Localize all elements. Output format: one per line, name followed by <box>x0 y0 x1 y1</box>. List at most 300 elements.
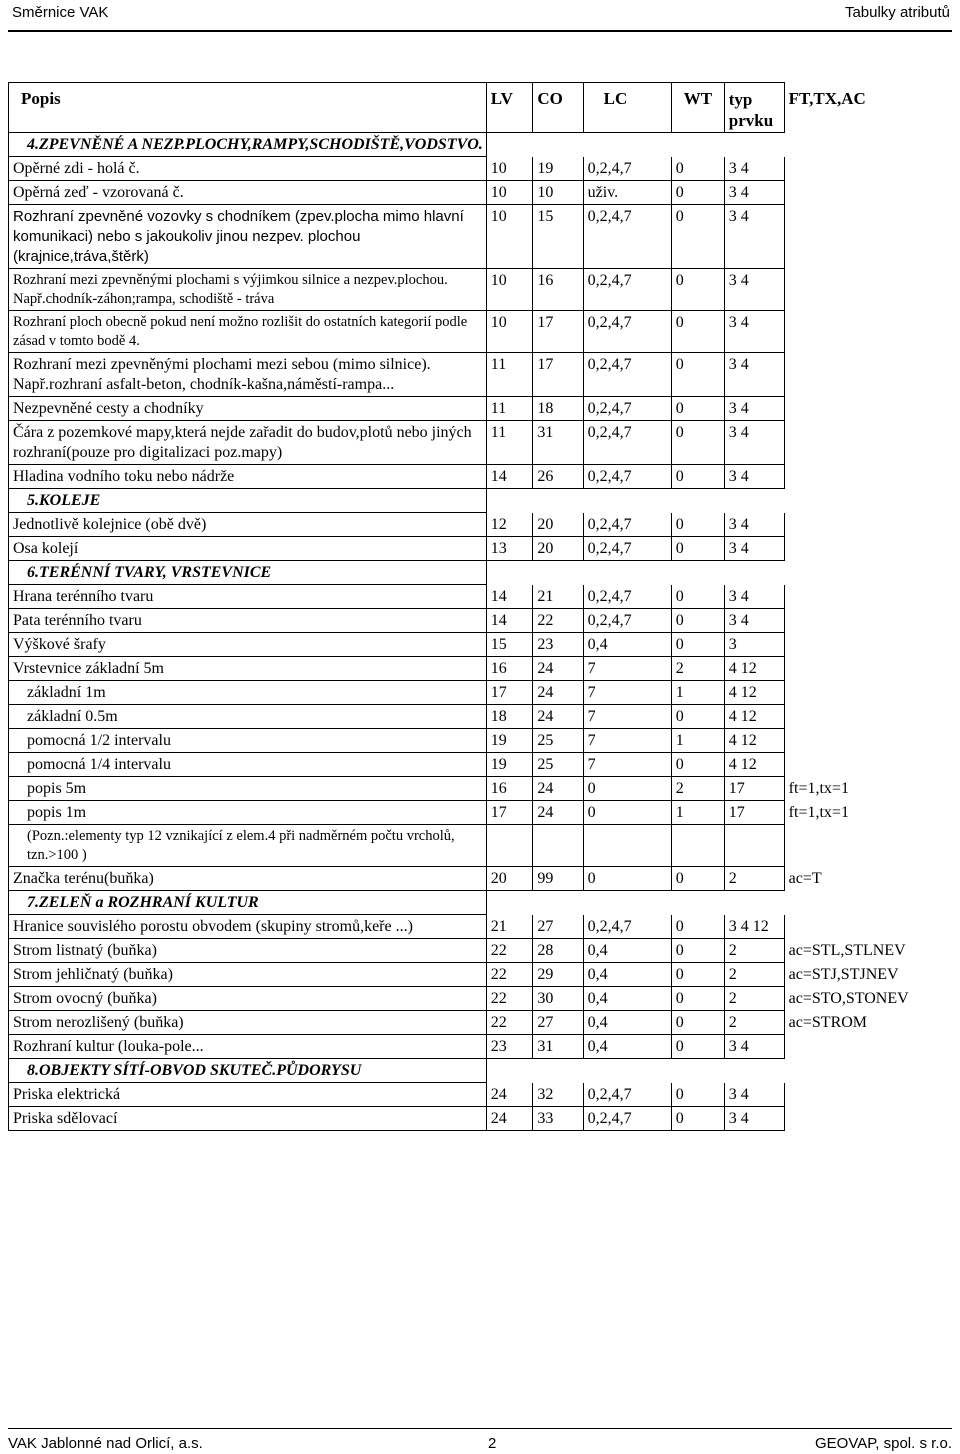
section-row <box>9 133 960 157</box>
cell-typ <box>724 825 784 867</box>
section-row <box>9 891 960 915</box>
cell-typ: 2 <box>724 867 784 891</box>
cell-desc: popis 5m <box>9 777 487 801</box>
cell-lc: uživ. <box>583 181 671 205</box>
attribute-table <box>8 82 960 1131</box>
cell-ft <box>784 181 959 205</box>
table-row <box>9 157 960 181</box>
cell-typ: 3 4 <box>724 1035 784 1059</box>
cell-lv: 18 <box>486 705 533 729</box>
cell-desc: popis 1m <box>9 801 487 825</box>
cell-typ: 4 12 <box>724 729 784 753</box>
footer-company: VAK Jablonné nad Orlicí, a.s. <box>8 1435 203 1452</box>
cell-lc: 0,4 <box>583 1011 671 1035</box>
cell-co: 17 <box>533 353 583 397</box>
cell-lc: 0,2,4,7 <box>583 421 671 465</box>
cell-lc: 0,2,4,7 <box>583 311 671 353</box>
cell-lv: 10 <box>486 181 533 205</box>
cell-typ: 4 12 <box>724 705 784 729</box>
empty-cell <box>784 1059 959 1083</box>
cell-typ: 17 <box>724 801 784 825</box>
empty-cell <box>486 891 533 915</box>
empty-cell <box>583 561 671 585</box>
cell-lv: 14 <box>486 465 533 489</box>
cell-wt: 0 <box>671 633 724 657</box>
cell-wt: 0 <box>671 987 724 1011</box>
cell-desc: Jednotlivě kolejnice (obě dvě) <box>9 513 487 537</box>
cell-lv: 22 <box>486 939 533 963</box>
empty-cell <box>583 891 671 915</box>
column-header-desc: Popis <box>9 83 487 133</box>
table-row <box>9 681 960 705</box>
cell-lv: 15 <box>486 633 533 657</box>
cell-wt: 0 <box>671 939 724 963</box>
empty-cell <box>486 489 533 513</box>
empty-cell <box>533 891 583 915</box>
cell-lc: 7 <box>583 729 671 753</box>
cell-co: 26 <box>533 465 583 489</box>
cell-lv: 19 <box>486 729 533 753</box>
cell-typ: 3 4 <box>724 269 784 311</box>
cell-ft <box>784 311 959 353</box>
cell-typ: 3 4 <box>724 513 784 537</box>
cell-lc: 0,2,4,7 <box>583 465 671 489</box>
cell-typ: 3 4 <box>724 157 784 181</box>
section-title: 8.OBJEKTY SÍTÍ-OBVOD SKUTEČ.PŮDORYSU <box>9 1059 487 1083</box>
page-header <box>8 0 952 32</box>
table-row <box>9 421 960 465</box>
cell-co: 24 <box>533 801 583 825</box>
table-row <box>9 825 960 867</box>
cell-desc: pomocná 1/4 intervalu <box>9 753 487 777</box>
cell-typ: 3 <box>724 633 784 657</box>
cell-lv: 11 <box>486 353 533 397</box>
cell-ft <box>784 825 959 867</box>
empty-cell <box>671 561 724 585</box>
table-row <box>9 801 960 825</box>
cell-ft <box>784 585 959 609</box>
cell-typ: 2 <box>724 963 784 987</box>
cell-ft <box>784 1035 959 1059</box>
section-row <box>9 561 960 585</box>
cell-wt: 0 <box>671 465 724 489</box>
cell-desc: Osa kolejí <box>9 537 487 561</box>
cell-co: 22 <box>533 609 583 633</box>
empty-cell <box>671 1059 724 1083</box>
empty-cell <box>533 489 583 513</box>
cell-co: 31 <box>533 1035 583 1059</box>
cell-wt: 0 <box>671 1011 724 1035</box>
cell-desc: Výškové šrafy <box>9 633 487 657</box>
cell-lv: 16 <box>486 777 533 801</box>
empty-cell <box>784 891 959 915</box>
cell-lv: 10 <box>486 157 533 181</box>
cell-co: 31 <box>533 421 583 465</box>
cell-lv: 14 <box>486 585 533 609</box>
cell-wt: 0 <box>671 867 724 891</box>
cell-co: 28 <box>533 939 583 963</box>
cell-wt: 1 <box>671 729 724 753</box>
empty-cell <box>724 891 784 915</box>
table-row <box>9 1035 960 1059</box>
cell-wt: 0 <box>671 963 724 987</box>
empty-cell <box>486 1059 533 1083</box>
empty-cell <box>671 489 724 513</box>
cell-wt: 1 <box>671 681 724 705</box>
column-header-ft: FT,TX,AC <box>788 88 866 108</box>
cell-co: 18 <box>533 397 583 421</box>
cell-lc: 0 <box>583 801 671 825</box>
cell-wt: 0 <box>671 1035 724 1059</box>
cell-typ: 3 4 <box>724 205 784 269</box>
cell-co: 27 <box>533 1011 583 1035</box>
empty-cell <box>583 1059 671 1083</box>
empty-cell <box>784 133 959 157</box>
cell-desc: Hrana terénního tvaru <box>9 585 487 609</box>
empty-cell <box>583 489 671 513</box>
cell-typ: 2 <box>724 939 784 963</box>
table-row <box>9 963 960 987</box>
table-row <box>9 609 960 633</box>
cell-lv: 12 <box>486 513 533 537</box>
table-row <box>9 353 960 397</box>
cell-wt: 0 <box>671 537 724 561</box>
cell-wt: 2 <box>671 657 724 681</box>
cell-lv: 23 <box>486 1035 533 1059</box>
cell-desc: Rozhraní kultur (louka-pole... <box>9 1035 487 1059</box>
cell-ft <box>784 513 959 537</box>
cell-lc: 0,2,4,7 <box>583 397 671 421</box>
table-row <box>9 585 960 609</box>
cell-typ: 3 4 <box>724 609 784 633</box>
cell-ft <box>784 753 959 777</box>
cell-co: 24 <box>533 681 583 705</box>
cell-wt <box>671 825 724 867</box>
cell-ft <box>784 205 959 269</box>
column-header-lv: LV <box>486 83 533 133</box>
cell-typ: 4 12 <box>724 753 784 777</box>
table-row <box>9 513 960 537</box>
table-row <box>9 987 960 1011</box>
cell-desc: Hladina vodního toku nebo nádrže <box>9 465 487 489</box>
cell-co: 19 <box>533 157 583 181</box>
table-row <box>9 397 960 421</box>
cell-lv: 17 <box>486 801 533 825</box>
section-title: 4.ZPEVNĚNÉ A NEZP.PLOCHY,RAMPY,SCHODIŠTĚ,VODSTVO. <box>9 133 487 157</box>
cell-co: 10 <box>533 181 583 205</box>
cell-lc: 0,2,4,7 <box>583 537 671 561</box>
table-row <box>9 729 960 753</box>
cell-co: 24 <box>533 657 583 681</box>
cell-ft <box>784 421 959 465</box>
cell-ft <box>784 657 959 681</box>
empty-cell <box>671 133 724 157</box>
cell-ft: ac=STJ,STJNEV <box>788 965 899 983</box>
cell-typ: 3 4 <box>724 465 784 489</box>
empty-cell <box>724 1059 784 1083</box>
cell-lv: 17 <box>486 681 533 705</box>
cell-desc: Hranice souvislého porostu obvodem (skupiny stromů,keře ...) <box>9 915 487 939</box>
cell-typ: 17 <box>724 777 784 801</box>
cell-desc: Nezpevněné cesty a chodníky <box>9 397 487 421</box>
cell-ft: ac=STROM <box>788 1013 868 1031</box>
cell-desc: Pata terénního tvaru <box>9 609 487 633</box>
cell-wt: 0 <box>671 585 724 609</box>
table-row <box>9 777 960 801</box>
cell-desc: Čára z pozemkové mapy,která nejde zařadit do budov,plotů nebo jiných rozhraní(pouze pro digitalizaci poz.mapy) <box>9 421 487 465</box>
cell-lv: 11 <box>486 421 533 465</box>
cell-lc: 0,2,4,7 <box>583 915 671 939</box>
cell-ft <box>784 729 959 753</box>
cell-typ: 3 4 <box>724 353 784 397</box>
cell-wt: 0 <box>671 915 724 939</box>
cell-co: 29 <box>533 963 583 987</box>
cell-lc: 0,2,4,7 <box>583 157 671 181</box>
cell-ft <box>784 609 959 633</box>
cell-wt: 1 <box>671 801 724 825</box>
cell-co: 24 <box>533 705 583 729</box>
cell-desc: Strom ovocný (buňka) <box>9 987 487 1011</box>
cell-wt: 0 <box>671 397 724 421</box>
table-row <box>9 1107 960 1131</box>
cell-lc: 0,4 <box>583 633 671 657</box>
cell-lv: 19 <box>486 753 533 777</box>
empty-cell <box>784 561 959 585</box>
cell-lc: 7 <box>583 705 671 729</box>
cell-co: 32 <box>533 1083 583 1107</box>
cell-desc: Rozhraní ploch obecně pokud není možno rozlišit do ostatních kategorií podle zásad v tomto bodě 4. <box>9 311 487 353</box>
cell-desc: Priska sdělovací <box>9 1107 487 1131</box>
cell-wt: 0 <box>671 353 724 397</box>
cell-typ: 3 4 <box>724 311 784 353</box>
cell-lc: 0,4 <box>583 987 671 1011</box>
cell-lv: 16 <box>486 657 533 681</box>
cell-typ: 4 12 <box>724 657 784 681</box>
empty-cell <box>486 133 533 157</box>
table-row <box>9 753 960 777</box>
cell-desc: základní 1m <box>9 681 487 705</box>
cell-typ: 3 4 <box>724 421 784 465</box>
table-row <box>9 867 960 891</box>
cell-typ: 2 <box>724 1011 784 1035</box>
column-header-lc: LC <box>583 83 671 133</box>
cell-lc: 0,4 <box>583 1035 671 1059</box>
cell-desc: základní 0.5m <box>9 705 487 729</box>
cell-ft: ft=1,tx=1 <box>788 803 849 821</box>
cell-wt: 0 <box>671 205 724 269</box>
table-row <box>9 465 960 489</box>
cell-lv: 22 <box>486 987 533 1011</box>
cell-wt: 0 <box>671 421 724 465</box>
cell-desc: Priska elektrická <box>9 1083 487 1107</box>
cell-ft: ac=T <box>788 869 822 887</box>
cell-desc: Opěrné zdi - holá č. <box>9 157 487 181</box>
cell-co: 21 <box>533 585 583 609</box>
cell-lc: 0,2,4,7 <box>583 269 671 311</box>
table-row <box>9 633 960 657</box>
cell-lc: 0 <box>583 867 671 891</box>
cell-typ: 3 4 <box>724 585 784 609</box>
empty-cell <box>724 133 784 157</box>
section-title: 5.KOLEJE <box>9 489 487 513</box>
cell-wt: 0 <box>671 1107 724 1131</box>
cell-ft <box>784 353 959 397</box>
empty-cell <box>533 1059 583 1083</box>
cell-typ: 3 4 <box>724 1083 784 1107</box>
cell-co: 30 <box>533 987 583 1011</box>
cell-desc: Značka terénu(buňka) <box>9 867 487 891</box>
cell-co: 27 <box>533 915 583 939</box>
cell-ft <box>784 681 959 705</box>
cell-lc: 0,2,4,7 <box>583 513 671 537</box>
section-row <box>9 1059 960 1083</box>
page-footer <box>8 1428 952 1454</box>
cell-co: 16 <box>533 269 583 311</box>
empty-cell <box>671 891 724 915</box>
cell-desc: Vrstevnice základní 5m <box>9 657 487 681</box>
cell-wt: 0 <box>671 609 724 633</box>
cell-wt: 0 <box>671 753 724 777</box>
cell-ft <box>784 705 959 729</box>
table-row <box>9 269 960 311</box>
cell-lv: 10 <box>486 269 533 311</box>
cell-ft <box>784 1083 959 1107</box>
cell-co: 33 <box>533 1107 583 1131</box>
cell-co: 17 <box>533 311 583 353</box>
cell-typ: 3 4 12 <box>724 915 784 939</box>
cell-lc: 0,2,4,7 <box>583 585 671 609</box>
cell-lc: 7 <box>583 681 671 705</box>
cell-ft: ac=STL,STLNEV <box>788 941 906 959</box>
cell-ft <box>784 397 959 421</box>
table-row <box>9 181 960 205</box>
cell-wt: 0 <box>671 513 724 537</box>
table-row <box>9 939 960 963</box>
cell-lc: 0,2,4,7 <box>583 609 671 633</box>
empty-cell <box>724 489 784 513</box>
table-row <box>9 705 960 729</box>
cell-lc: 0,2,4,7 <box>583 1083 671 1107</box>
cell-desc: Opěrná zeď - vzorovaná č. <box>9 181 487 205</box>
cell-lv: 24 <box>486 1107 533 1131</box>
cell-typ: 3 4 <box>724 397 784 421</box>
cell-co <box>533 825 583 867</box>
cell-desc: Rozhraní mezi zpevněnými plochami mezi sebou (mimo silnice). Např.rozhraní asfalt-beton, chodník-kašna,náměstí-rampa... <box>9 353 487 397</box>
cell-ft <box>784 157 959 181</box>
cell-lc: 0,4 <box>583 963 671 987</box>
column-header-co: CO <box>533 83 583 133</box>
empty-cell <box>784 489 959 513</box>
table-row <box>9 311 960 353</box>
cell-lv <box>486 825 533 867</box>
cell-co: 24 <box>533 777 583 801</box>
cell-lv: 10 <box>486 205 533 269</box>
cell-lc: 0,2,4,7 <box>583 205 671 269</box>
cell-co: 23 <box>533 633 583 657</box>
cell-lc: 0,4 <box>583 939 671 963</box>
cell-ft <box>784 269 959 311</box>
cell-lv: 11 <box>486 397 533 421</box>
cell-lc: 0,2,4,7 <box>583 1107 671 1131</box>
cell-wt: 0 <box>671 705 724 729</box>
cell-wt: 2 <box>671 777 724 801</box>
table-row <box>9 537 960 561</box>
cell-lv: 10 <box>486 311 533 353</box>
cell-desc: pomocná 1/2 intervalu <box>9 729 487 753</box>
cell-lc: 7 <box>583 753 671 777</box>
empty-cell <box>486 561 533 585</box>
cell-lc: 0,2,4,7 <box>583 353 671 397</box>
cell-lv: 24 <box>486 1083 533 1107</box>
cell-ft <box>784 537 959 561</box>
cell-lv: 14 <box>486 609 533 633</box>
cell-typ: 3 4 <box>724 1107 784 1131</box>
cell-desc: Rozhraní zpevněné vozovky s chodníkem (zpev.plocha mimo hlavní komunikaci) nebo s jakoukoliv jinou nezpev. plochou (krajnice,tráva,štěrk) <box>9 205 487 269</box>
table-row <box>9 657 960 681</box>
cell-ft: ac=STO,STONEV <box>788 989 909 1007</box>
cell-ft <box>784 915 959 939</box>
cell-desc: Strom jehličnatý (buňka) <box>9 963 487 987</box>
section-row <box>9 489 960 513</box>
table-row <box>9 205 960 269</box>
table-row <box>9 1011 960 1035</box>
cell-co: 15 <box>533 205 583 269</box>
empty-cell <box>533 133 583 157</box>
section-title: 6.TERÉNNÍ TVARY, VRSTEVNICE <box>9 561 487 585</box>
cell-wt: 0 <box>671 311 724 353</box>
cell-wt: 0 <box>671 157 724 181</box>
footer-author: GEOVAP, spol. s r.o. <box>814 1435 952 1452</box>
cell-desc: Strom listnatý (buňka) <box>9 939 487 963</box>
cell-co: 25 <box>533 753 583 777</box>
cell-wt: 0 <box>671 181 724 205</box>
table-row <box>9 915 960 939</box>
cell-typ: 3 4 <box>724 537 784 561</box>
table-row <box>9 1083 960 1107</box>
header-title: Směrnice VAK <box>12 4 109 21</box>
table-header-row <box>9 83 960 133</box>
cell-ft <box>784 465 959 489</box>
cell-lv: 20 <box>486 867 533 891</box>
section-title: 7.ZELEŇ a ROZHRANÍ KULTUR <box>9 891 487 915</box>
cell-desc: (Pozn.:elementy typ 12 vznikající z elem.4 při nadměrném počtu vrcholů, tzn.>100 ) <box>9 825 487 867</box>
cell-lv: 22 <box>486 963 533 987</box>
cell-desc: Strom nerozlišený (buňka) <box>9 1011 487 1035</box>
cell-lv: 13 <box>486 537 533 561</box>
cell-lc: 7 <box>583 657 671 681</box>
footer-page-number: 2 <box>488 1435 497 1452</box>
column-header-typ: typ prvku <box>724 83 784 133</box>
cell-lv: 21 <box>486 915 533 939</box>
column-header-wt: WT <box>671 83 724 133</box>
cell-lc <box>583 825 671 867</box>
cell-wt: 0 <box>671 269 724 311</box>
cell-co: 20 <box>533 513 583 537</box>
cell-typ: 3 4 <box>724 181 784 205</box>
cell-lv: 22 <box>486 1011 533 1035</box>
cell-ft: ft=1,tx=1 <box>788 779 849 797</box>
cell-typ: 4 12 <box>724 681 784 705</box>
empty-cell <box>533 561 583 585</box>
empty-cell <box>583 133 671 157</box>
cell-co: 20 <box>533 537 583 561</box>
header-section: Tabulky atributů <box>844 4 950 21</box>
cell-ft <box>784 1107 959 1131</box>
cell-co: 25 <box>533 729 583 753</box>
cell-wt: 0 <box>671 1083 724 1107</box>
cell-ft <box>784 633 959 657</box>
cell-desc: Rozhraní mezi zpevněnými plochami s výjimkou silnice a nezpev.plochou. Např.chodník-záhon;rampa, schodiště - tráva <box>9 269 487 311</box>
